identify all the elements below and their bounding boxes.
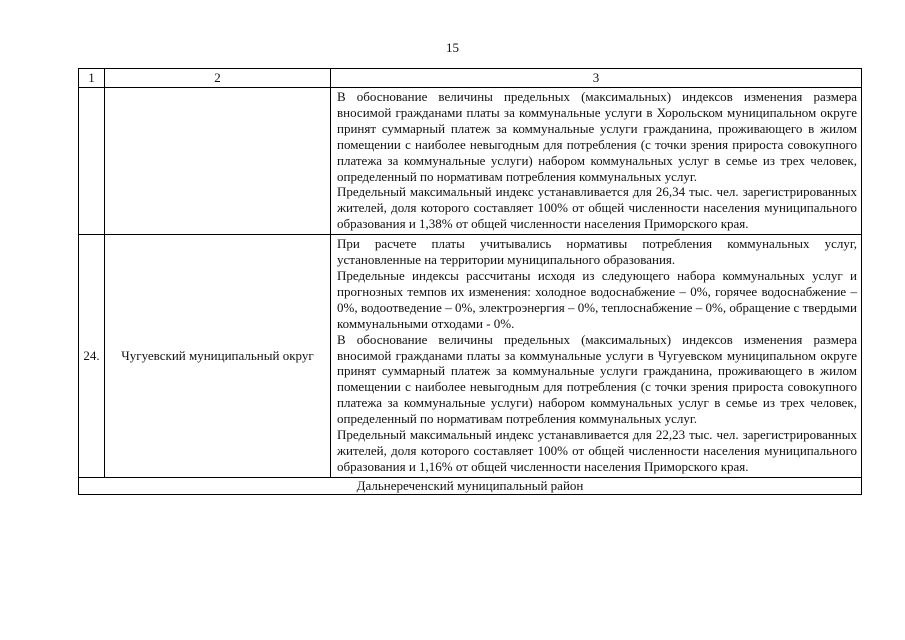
table-row-continuation bbox=[79, 88, 862, 235]
row-name-cell-empty bbox=[105, 88, 331, 235]
row-number-cell-empty bbox=[79, 88, 105, 235]
header-col-1: 1 bbox=[79, 69, 105, 88]
paragraph: Предельный максимальный индекс устанавливается для 26,34 тыс. чел. зарегистрированных жителей, доля которого составляет 100% от общей численности населения муниципального образования и 1,38% от общей численности населения Приморского края. bbox=[337, 184, 857, 232]
paragraph: В обоснование величины предельных (максимальных) индексов изменения размера вносимой гражданами платы за коммунальные услуги в Хорольском муниципальном округе принят суммарный платеж за коммунальные услуги гражданина, проживающего в жилом помещении с наиболее невыгодным для потребления (с точки зрения прироста совокупного платежа за коммунальные услуги) набором коммунальных услуг в семье из трех человек, определенный по нормативам потребления коммунальных услуг. bbox=[337, 89, 857, 184]
paragraph: При расчете платы учитывались нормативы потребления коммунальных услуг, установленные на территории муниципального образования. bbox=[337, 236, 857, 268]
section-heading: Дальнереченский муниципальный район bbox=[79, 477, 862, 494]
paragraph: Предельные индексы рассчитаны исходя из следующего набора коммунальных услуг и прогнозных темпов их изменения: холодное водоснабжение – 0%, горячее водоснабжение – 0%, водоотведение – 0%, электроэнергия – 0%, теплоснабжение – 0%, обращение с твердыми коммунальными отходами - 0%. bbox=[337, 267, 857, 331]
municipality-name: Чугуевский муниципальный округ bbox=[105, 235, 331, 478]
row-description-cell bbox=[331, 88, 862, 235]
row-number: 24. bbox=[79, 235, 105, 478]
row-description-cell bbox=[331, 235, 862, 478]
header-col-3: 3 bbox=[331, 69, 862, 88]
section-heading-row bbox=[79, 477, 862, 494]
municipal-index-table bbox=[78, 68, 862, 495]
table-row-24 bbox=[79, 235, 862, 478]
table-header-row bbox=[79, 69, 862, 88]
header-col-2: 2 bbox=[105, 69, 331, 88]
paragraph: В обоснование величины предельных (максимальных) индексов изменения размера вносимой гражданами платы за коммунальные услуги в Чугуевском муниципальном округе принят суммарный платеж за коммунальные услуги гражданина, проживающего в жилом помещении с наиболее невыгодным для потребления (с точки зрения прироста совокупного платежа за коммунальные услуги) набором коммунальных услуг в семье из трех человек, определенный по нормативам потребления коммунальных услуг. bbox=[337, 331, 857, 427]
paragraph: Предельный максимальный индекс устанавливается для 22,23 тыс. чел. зарегистрированных жителей, доля которого составляет 100% от общей численности населения муниципального образования и 1,16% от общей численности населения Приморского края. bbox=[337, 427, 857, 474]
page-number: 15 bbox=[446, 40, 459, 55]
